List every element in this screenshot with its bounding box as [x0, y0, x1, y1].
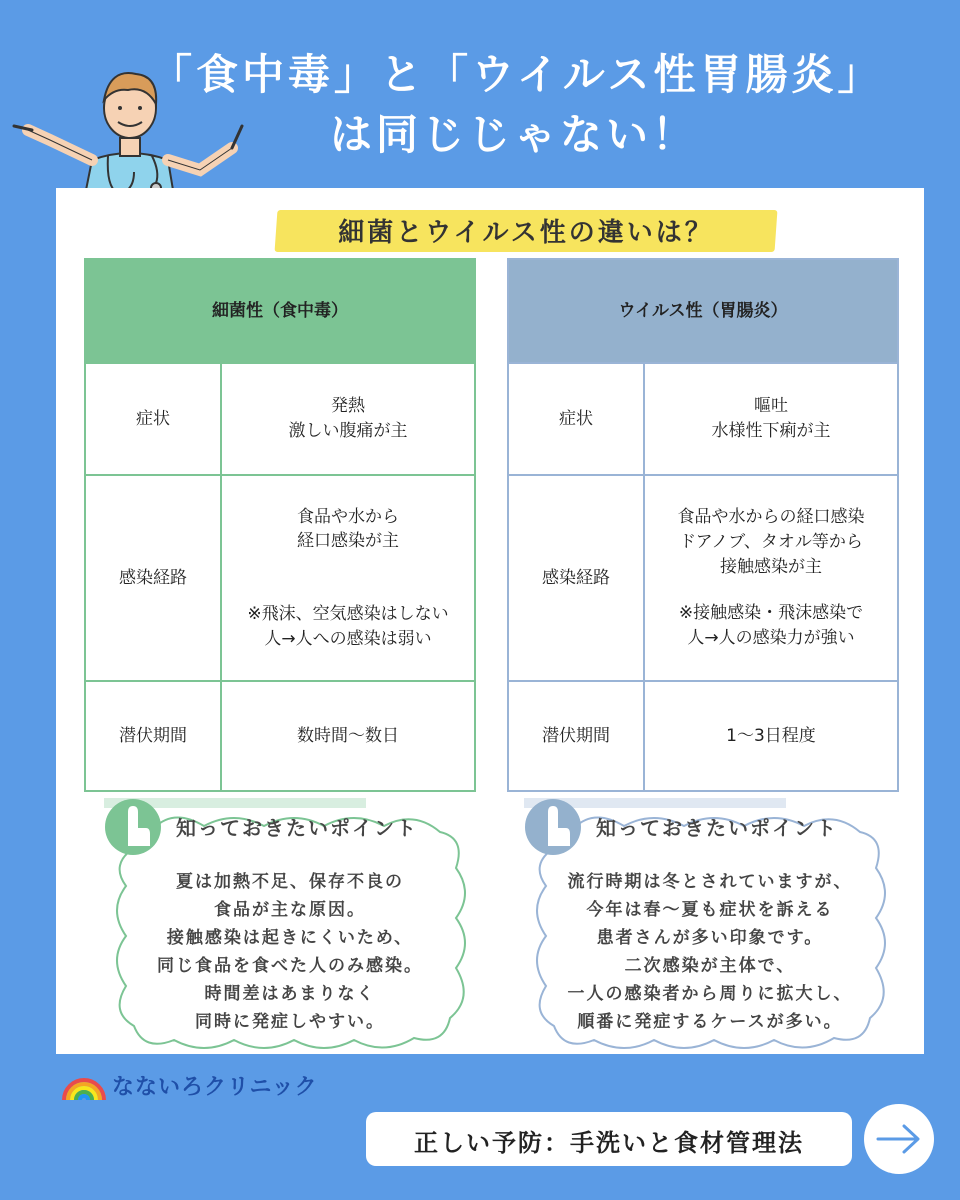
- tip-cloud-left: [104, 798, 476, 1058]
- tip-line: 同時に発症しやすい。: [195, 1012, 385, 1032]
- tip-line: 一人の感染者から周りに拡大し、: [567, 984, 853, 1004]
- virus-table: [507, 258, 899, 792]
- row-label-route: 感染経路: [85, 475, 221, 681]
- cell-line: 人→人の感染力が強い: [687, 627, 855, 648]
- cell-line: ※接触感染・飛沫感染で: [678, 603, 864, 624]
- cell-line: 食品や水から: [297, 506, 399, 527]
- cell-line: 発熱: [331, 396, 365, 417]
- tip-line: 今年は春〜夏も症状を訴える: [586, 900, 834, 920]
- arrow-right-icon: [864, 1104, 934, 1174]
- pointing-hand-icon: [104, 798, 162, 856]
- tip-line: 流行時期は冬とされていますが、: [567, 872, 853, 892]
- tip-line: 時間差はあまりなく: [204, 984, 376, 1004]
- tip-cloud-right: [524, 798, 896, 1058]
- row-label-symptoms: 症状: [85, 363, 221, 475]
- cell-line: 嘔吐: [754, 396, 788, 417]
- virus-table-header: ウイルス性（胃腸炎）: [508, 259, 898, 363]
- cell-line: 水様性下痢が主: [711, 421, 831, 441]
- virus-route: [644, 475, 898, 681]
- tip-line: 二次感染が主体で、: [624, 956, 796, 976]
- pointing-hand-icon: [524, 798, 582, 856]
- clinic-name: なないろクリニック: [112, 1075, 318, 1100]
- rainbow-icon: [62, 1068, 106, 1104]
- main-title-line1: 「食中毒」と「ウイルス性胃腸炎」: [150, 50, 884, 99]
- bacteria-route: [221, 475, 475, 681]
- next-arrow-button[interactable]: [864, 1104, 934, 1174]
- subtitle-banner: [276, 204, 776, 256]
- virus-incubation: 1〜3日程度: [644, 681, 898, 791]
- bacteria-table-header: 細菌性（食中毒）: [85, 259, 475, 363]
- row-label-incubation: 潜伏期間: [508, 681, 644, 791]
- row-label-symptoms: 症状: [508, 363, 644, 475]
- cell-line: ※飛沫、空気感染はしない: [247, 604, 449, 624]
- tip-line: 夏は加熱不足、保存不良の: [176, 872, 404, 892]
- tip-line: 順番に発症するケースが多い。: [577, 1012, 843, 1032]
- cell-line: 食品や水からの経口感染: [677, 507, 865, 528]
- bacteria-incubation: 数時間〜数日: [221, 681, 475, 791]
- tip-line: 接触感染は起きにくいため、: [166, 928, 414, 948]
- clinic-logo: [62, 1066, 362, 1106]
- next-topic-label: 正しい予防：手洗いと食材管理法: [414, 1129, 804, 1157]
- cell-line: 激しい腹痛が主: [288, 421, 408, 441]
- main-title-line2: は同じじゃない！: [330, 110, 699, 159]
- cell-line: ドアノブ、タオル等から: [679, 532, 863, 553]
- tip-line: 患者さんが多い印象です。: [596, 928, 824, 948]
- bacteria-table: [84, 258, 476, 792]
- virus-symptoms: [644, 363, 898, 475]
- tip-body: [544, 868, 876, 1036]
- tip-title: 知っておきたいポイント: [176, 816, 418, 840]
- cell-line: 経口感染が主: [297, 531, 399, 552]
- cell-line: 接触感染が主: [720, 556, 822, 577]
- tip-body: [124, 868, 456, 1036]
- comparison-card: [56, 188, 924, 1054]
- tip-line: 同じ食品を食べた人のみ感染。: [157, 956, 423, 976]
- row-label-route: 感染経路: [508, 475, 644, 681]
- subtitle: 細菌とウイルス性の違いは？: [338, 218, 714, 248]
- tip-title: 知っておきたいポイント: [596, 816, 838, 840]
- tip-line: 食品が主な原因。: [214, 900, 366, 920]
- row-label-incubation: 潜伏期間: [85, 681, 221, 791]
- bacteria-symptoms: [221, 363, 475, 475]
- next-topic-banner[interactable]: [366, 1112, 852, 1166]
- cell-line: 人→人への感染は弱い: [264, 628, 432, 649]
